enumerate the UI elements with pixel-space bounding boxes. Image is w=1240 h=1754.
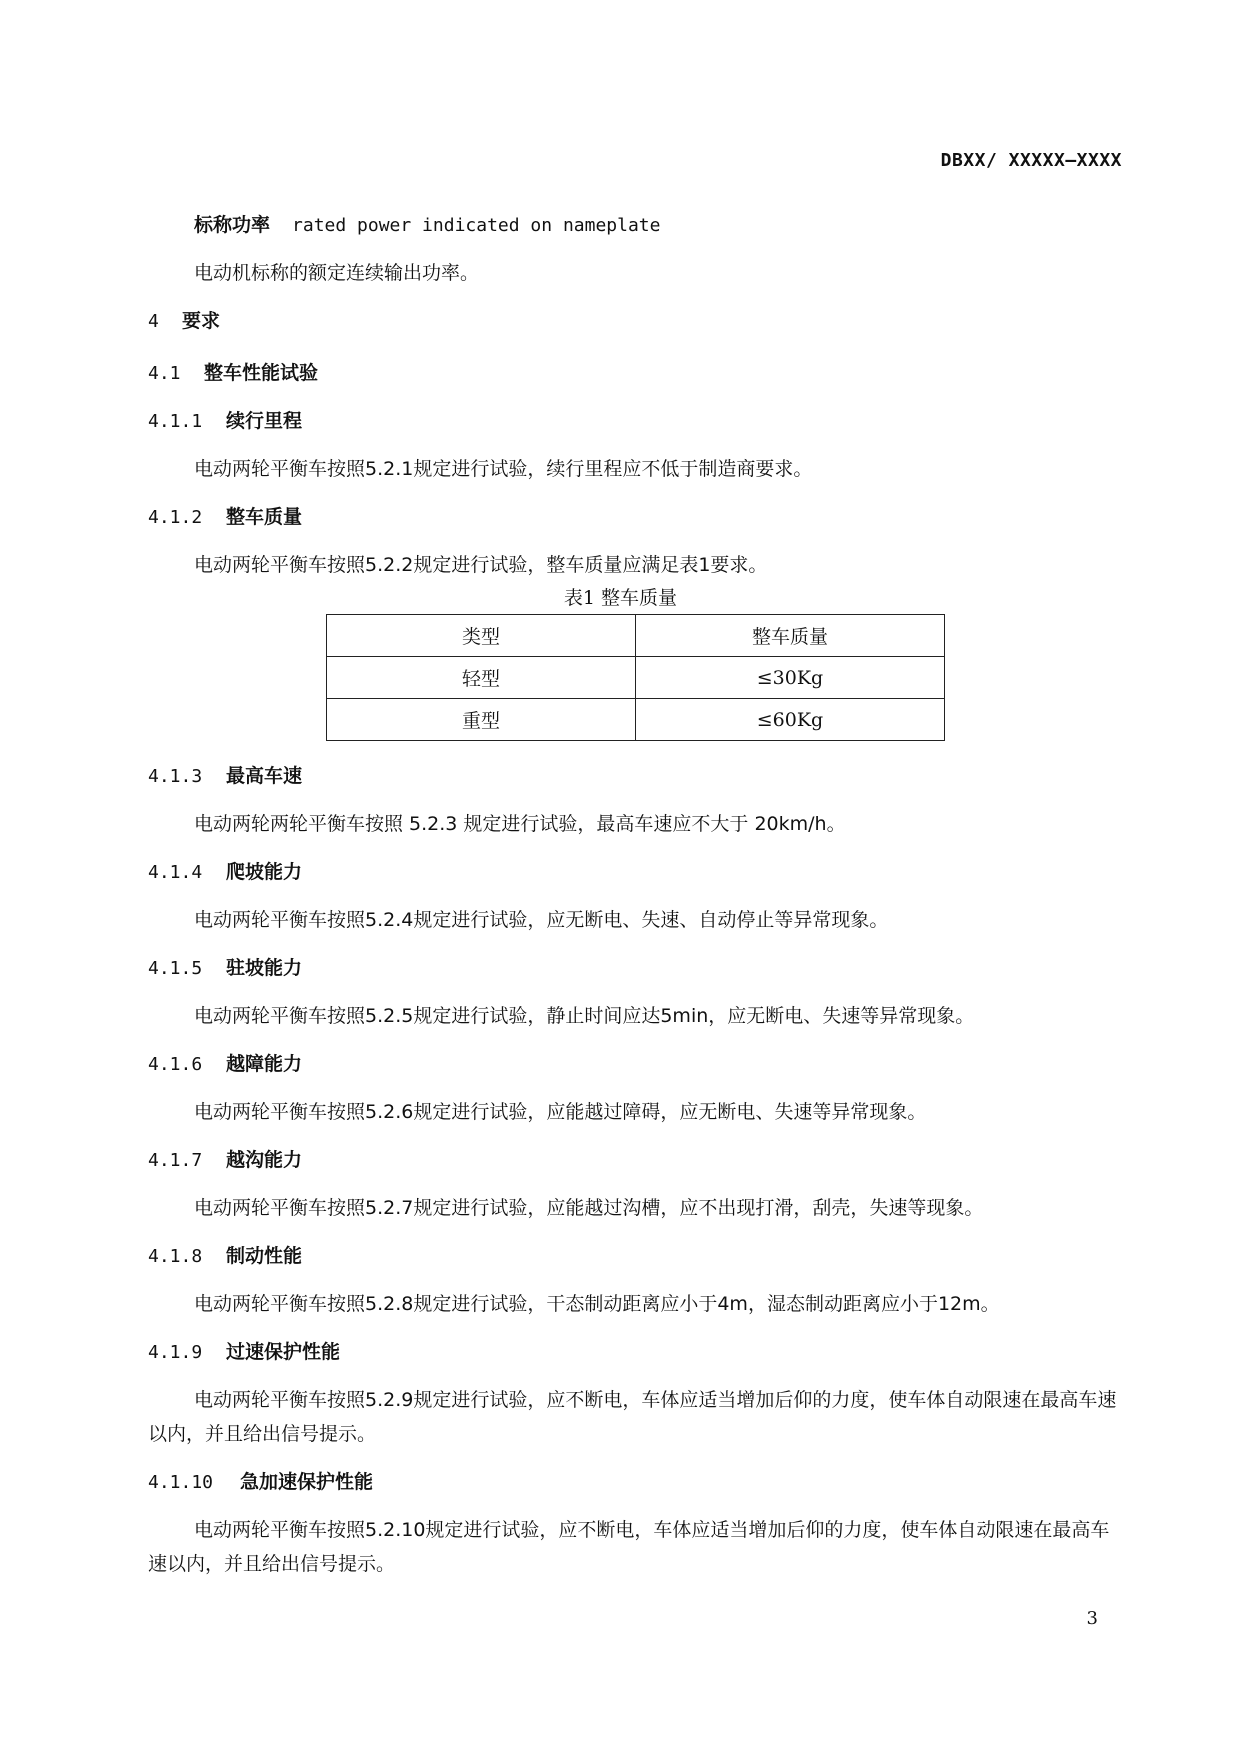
clause-heading-4-1-6 — [148, 1047, 1123, 1081]
clause-text-4-1-8: 电动两轮平衡车按照5.2.8规定进行试验，干态制动距离应小于4m，湿态制动距离应小于12m。 — [194, 1293, 1000, 1315]
section-title: 整车性能试验 — [204, 362, 319, 384]
clause-heading-4-1-8 — [148, 1239, 1123, 1273]
clause-number: 4.1.3 — [148, 766, 203, 787]
clause-title: 续行里程 — [226, 410, 303, 432]
table-row — [327, 699, 945, 741]
clause-number: 4.1.4 — [148, 862, 203, 883]
section-number: 4 — [148, 311, 159, 332]
clause-title: 驻坡能力 — [226, 957, 303, 979]
document-body — [148, 208, 1123, 1581]
clause-heading-4-1-9 — [148, 1335, 1123, 1369]
clause-heading-4-1-4 — [148, 855, 1123, 889]
clause-heading-4-1-3 — [148, 759, 1123, 793]
term-chinese: 标称功率 — [194, 214, 271, 236]
clause-heading-4-1-2 — [148, 500, 1123, 534]
clause-heading-4-1-5 — [148, 951, 1123, 985]
clause-title: 越沟能力 — [226, 1149, 303, 1171]
clause-number: 4.1.7 — [148, 1150, 203, 1171]
term-entry — [194, 208, 1123, 242]
clause-text-4-1-5: 电动两轮平衡车按照5.2.5规定进行试验，静止时间应达5min，应无断电、失速等异常现象。 — [194, 1005, 975, 1027]
vehicle-mass-table — [326, 614, 945, 741]
clause-heading-4-1-7 — [148, 1143, 1123, 1177]
clause-number: 4.1.10 — [148, 1472, 214, 1493]
clause-title: 爬坡能力 — [226, 861, 303, 883]
clause-text-4-1-6: 电动两轮平衡车按照5.2.6规定进行试验，应能越过障碍，应无断电、失速等异常现象。 — [194, 1101, 927, 1123]
clause-number: 4.1.8 — [148, 1246, 203, 1267]
clause-text-4-1-4: 电动两轮平衡车按照5.2.4规定进行试验，应无断电、失速、自动停止等异常现象。 — [194, 909, 889, 931]
table-row — [327, 657, 945, 699]
clause-title: 整车质量 — [226, 506, 303, 528]
clause-text-4-1-3: 电动两轮两轮平衡车按照 5.2.3 规定进行试验，最高车速应不大于 20km/h。 — [194, 813, 846, 835]
section-heading-4 — [148, 304, 1123, 338]
clause-title: 最高车速 — [226, 765, 303, 787]
table-header-cell: 类型 — [327, 615, 636, 657]
section-number: 4.1 — [148, 363, 181, 384]
clause-number: 4.1.1 — [148, 411, 203, 432]
term-english: rated power indicated on nameplate — [292, 215, 661, 236]
clause-text-4-1-1: 电动两轮平衡车按照5.2.1规定进行试验，续行里程应不低于制造商要求。 — [194, 458, 813, 480]
clause-title: 越障能力 — [226, 1053, 303, 1075]
clause-text-4-1-9: 电动两轮平衡车按照5.2.9规定进行试验，应不断电，车体应适当增加后仰的力度，使车体自动限速在最高车速以内，并且给出信号提示。 — [148, 1389, 1117, 1445]
table-cell: ≤30Kg — [636, 657, 945, 699]
clause-title: 急加速保护性能 — [240, 1471, 374, 1493]
document-code: DBXX/ XXXXX—XXXX — [940, 150, 1122, 171]
clause-heading-4-1-10 — [148, 1465, 1123, 1499]
clause-title: 制动性能 — [226, 1245, 303, 1267]
clause-number: 4.1.6 — [148, 1054, 203, 1075]
section-title: 要求 — [182, 310, 221, 332]
clause-text-4-1-10: 电动两轮平衡车按照5.2.10规定进行试验，应不断电，车体应适当增加后仰的力度，使车体自动限速在最高车速以内，并且给出信号提示。 — [148, 1519, 1110, 1575]
clause-title: 过速保护性能 — [226, 1341, 341, 1363]
clause-heading-4-1-1 — [148, 404, 1123, 438]
clause-number: 4.1.9 — [148, 1342, 203, 1363]
clause-number: 4.1.5 — [148, 958, 203, 979]
table-header-row — [327, 615, 945, 657]
clause-text-4-1-7: 电动两轮平衡车按照5.2.7规定进行试验，应能越过沟槽，应不出现打滑，刮壳，失速等现象。 — [194, 1197, 984, 1219]
page-number: 3 — [1086, 1608, 1098, 1629]
table-cell: 轻型 — [327, 657, 636, 699]
table-header-cell: 整车质量 — [636, 615, 945, 657]
term-definition: 电动机标称的额定连续输出功率。 — [194, 262, 480, 284]
table-cell: 重型 — [327, 699, 636, 741]
table-cell: ≤60Kg — [636, 699, 945, 741]
table-caption: 表1 整车质量 — [563, 587, 678, 609]
clause-number: 4.1.2 — [148, 507, 203, 528]
section-heading-4-1 — [148, 356, 1123, 390]
clause-text-4-1-2: 电动两轮平衡车按照5.2.2规定进行试验，整车质量应满足表1要求。 — [194, 554, 768, 576]
